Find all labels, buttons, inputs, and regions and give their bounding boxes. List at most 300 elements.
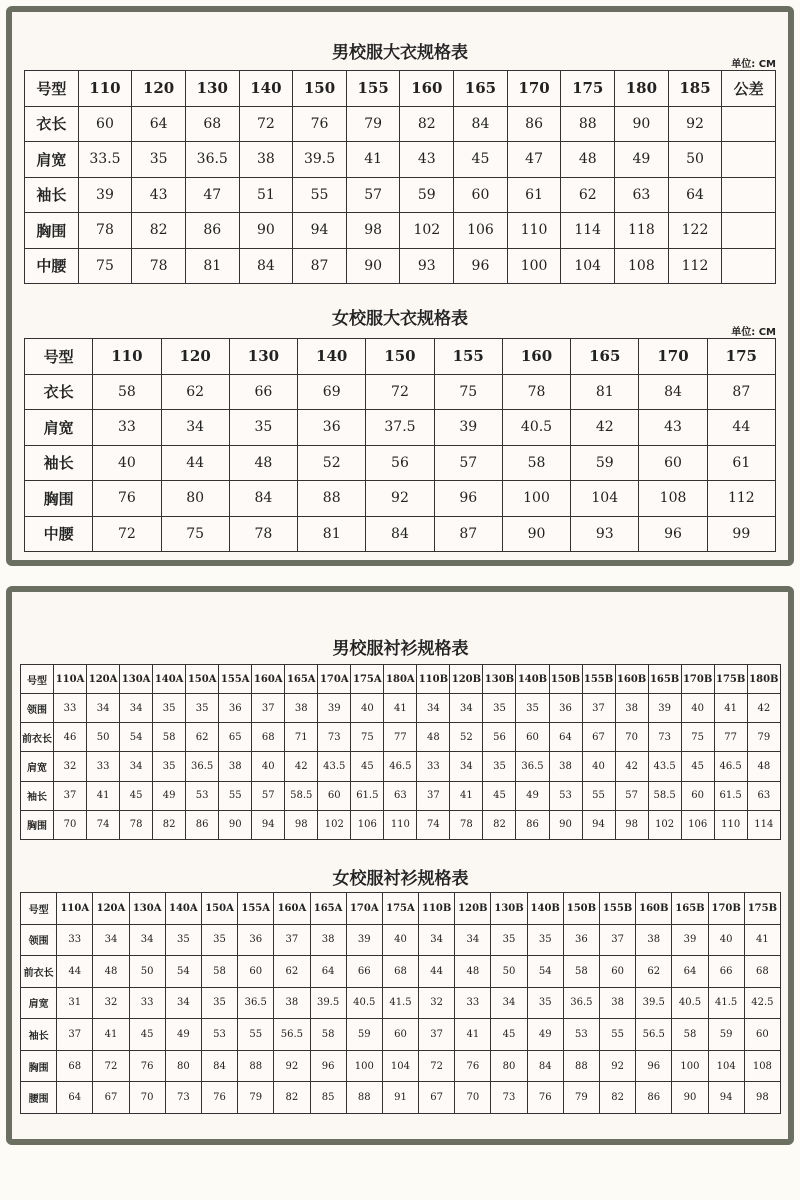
row-label-cell: 袖长	[25, 177, 79, 213]
row-label-cell: 肩宽	[21, 752, 54, 781]
table-cell: 72	[93, 516, 161, 552]
table-cell: 71	[285, 723, 318, 752]
table-cell: 50	[668, 142, 722, 178]
table-cell: 38	[600, 987, 636, 1019]
table-cell: 45	[129, 1019, 165, 1051]
table-cell: 86	[185, 213, 239, 249]
header-cell: 170B	[681, 665, 714, 694]
table-cell: 59	[708, 1019, 744, 1051]
girls-shirt-section	[20, 864, 781, 1124]
table-cell: 70	[54, 810, 87, 839]
table-cell: 40.5	[346, 987, 382, 1019]
table-cell: 36	[298, 410, 366, 446]
table-cell: 33	[87, 752, 120, 781]
table-cell: 94	[252, 810, 285, 839]
table-cell: 42	[615, 752, 648, 781]
table-cell: 36	[563, 924, 599, 956]
table-cell: 35	[165, 924, 201, 956]
table-cell: 38	[239, 142, 293, 178]
header-cell: 120B	[450, 665, 483, 694]
table-cell: 43	[639, 410, 707, 446]
table-cell: 58.5	[648, 781, 681, 810]
table-cell: 84	[454, 106, 508, 142]
table-header-row	[25, 339, 776, 375]
header-cell: 175B	[744, 893, 780, 925]
table-cell: 36.5	[186, 752, 219, 781]
shirt-spec-panel	[6, 586, 794, 1145]
table-cell: 78	[78, 213, 132, 249]
table-cell: 80	[491, 1050, 527, 1082]
header-cell: 165B	[648, 665, 681, 694]
table-cell: 64	[549, 723, 582, 752]
table-cell: 42	[571, 410, 639, 446]
table-cell: 46.5	[714, 752, 747, 781]
table-cell: 78	[229, 516, 297, 552]
row-label-cell: 前衣长	[21, 723, 54, 752]
girls-coat-section	[24, 304, 776, 556]
header-cell: 140	[298, 339, 366, 375]
table-cell: 86	[186, 810, 219, 839]
table-cell: 45	[491, 1019, 527, 1051]
table-cell: 36.5	[238, 987, 274, 1019]
table-cell: 56	[366, 445, 434, 481]
table-cell: 35	[229, 410, 297, 446]
table-cell: 82	[483, 810, 516, 839]
header-cell: 130	[229, 339, 297, 375]
table-cell: 61.5	[351, 781, 384, 810]
table-cell: 41	[455, 1019, 491, 1051]
table-cell: 82	[400, 106, 454, 142]
table-cell: 96	[636, 1050, 672, 1082]
table-cell: 96	[310, 1050, 346, 1082]
table-cell: 47	[185, 177, 239, 213]
table-cell: 35	[491, 924, 527, 956]
header-cell: 120A	[87, 665, 120, 694]
header-cell: 170A	[346, 893, 382, 925]
table-cell: 40	[681, 694, 714, 723]
table-cell: 75	[681, 723, 714, 752]
header-cell: 140A	[165, 893, 201, 925]
table-cell: 35	[153, 694, 186, 723]
table-cell: 74	[87, 810, 120, 839]
table-cell: 40	[382, 924, 418, 956]
table-cell: 84	[366, 516, 434, 552]
row-label-cell: 领围	[21, 694, 54, 723]
table-cell: 68	[252, 723, 285, 752]
table-cell: 75	[78, 248, 132, 284]
header-cell: 165B	[672, 893, 708, 925]
table-cell: 41	[714, 694, 747, 723]
table-cell: 35	[132, 142, 186, 178]
table-cell: 34	[93, 924, 129, 956]
table-cell: 39	[434, 410, 502, 446]
table-cell: 60	[78, 106, 132, 142]
table-cell: 82	[132, 213, 186, 249]
table-cell: 90	[502, 516, 570, 552]
table-cell: 37	[57, 1019, 93, 1051]
table-cell: 32	[54, 752, 87, 781]
table-cell: 92	[600, 1050, 636, 1082]
table-cell: 49	[165, 1019, 201, 1051]
table-cell: 56.5	[636, 1019, 672, 1051]
table-cell: 35	[483, 694, 516, 723]
table-cell: 34	[129, 924, 165, 956]
table-cell: 118	[615, 213, 669, 249]
header-cell: 155A	[238, 893, 274, 925]
table-cell: 54	[527, 956, 563, 988]
table-cell: 82	[600, 1082, 636, 1114]
header-cell: 185	[668, 71, 722, 107]
table-cell: 104	[561, 248, 615, 284]
header-cell: 140	[239, 71, 293, 107]
table-cell: 39.5	[310, 987, 346, 1019]
table-cell: 59	[400, 177, 454, 213]
table-cell: 90	[239, 213, 293, 249]
table-row	[21, 1019, 781, 1051]
girls-coat-unit: 单位: CM	[731, 327, 776, 338]
table-cell: 38	[219, 752, 252, 781]
table-cell: 78	[502, 374, 570, 410]
table-row	[25, 374, 776, 410]
table-cell	[722, 177, 776, 213]
header-cell: 130A	[120, 665, 153, 694]
header-cell: 175	[707, 339, 775, 375]
table-cell: 53	[186, 781, 219, 810]
table-cell: 54	[165, 956, 201, 988]
table-cell	[722, 248, 776, 284]
table-cell: 38	[615, 694, 648, 723]
boys-coat-section	[24, 38, 776, 286]
table-cell: 34	[165, 987, 201, 1019]
table-cell: 45	[120, 781, 153, 810]
row-label-cell: 领围	[21, 924, 57, 956]
table-cell: 62	[161, 374, 229, 410]
table-cell: 64	[310, 956, 346, 988]
table-cell: 50	[129, 956, 165, 988]
header-cell: 号型	[21, 893, 57, 925]
header-cell: 150B	[563, 893, 599, 925]
table-cell: 93	[571, 516, 639, 552]
table-cell: 108	[639, 481, 707, 517]
header-cell: 165A	[310, 893, 346, 925]
header-cell: 110B	[417, 665, 450, 694]
table-cell: 78	[120, 810, 153, 839]
table-cell: 48	[229, 445, 297, 481]
table-row	[21, 752, 781, 781]
header-cell: 150	[366, 339, 434, 375]
table-cell: 68	[744, 956, 780, 988]
table-cell: 37	[417, 781, 450, 810]
table-cell: 82	[153, 810, 186, 839]
table-cell: 88	[561, 106, 615, 142]
table-cell: 55	[600, 1019, 636, 1051]
table-cell: 73	[491, 1082, 527, 1114]
table-cell: 82	[274, 1082, 310, 1114]
table-cell: 35	[201, 987, 237, 1019]
row-label-cell: 胸围	[21, 1050, 57, 1082]
girls-shirt-table	[20, 892, 781, 1114]
row-label-cell: 肩宽	[25, 142, 79, 178]
table-cell: 114	[747, 810, 780, 839]
table-cell: 73	[165, 1082, 201, 1114]
table-cell: 78	[450, 810, 483, 839]
table-cell: 61	[707, 445, 775, 481]
header-cell: 号型	[21, 665, 54, 694]
table-cell: 63	[384, 781, 417, 810]
table-cell: 58	[93, 374, 161, 410]
header-cell: 公差	[722, 71, 776, 107]
header-cell: 155	[346, 71, 400, 107]
table-cell: 100	[502, 481, 570, 517]
table-cell: 58	[563, 956, 599, 988]
table-cell: 36	[549, 694, 582, 723]
table-cell: 106	[681, 810, 714, 839]
table-cell: 36	[238, 924, 274, 956]
table-cell: 93	[400, 248, 454, 284]
table-row	[25, 445, 776, 481]
header-cell: 130B	[491, 893, 527, 925]
girls-coat-title: 女校服大衣规格表	[332, 309, 468, 329]
table-cell: 90	[615, 106, 669, 142]
table-cell: 72	[93, 1050, 129, 1082]
table-cell: 94	[582, 810, 615, 839]
row-label-cell: 胸围	[25, 481, 93, 517]
row-label-cell: 袖长	[25, 445, 93, 481]
table-cell: 48	[417, 723, 450, 752]
table-cell: 108	[744, 1050, 780, 1082]
table-cell: 36	[219, 694, 252, 723]
table-cell: 62	[636, 956, 672, 988]
header-cell: 160	[502, 339, 570, 375]
table-cell: 33	[455, 987, 491, 1019]
table-cell: 50	[491, 956, 527, 988]
table-cell: 100	[346, 1050, 382, 1082]
table-cell: 38	[310, 924, 346, 956]
table-row	[25, 106, 776, 142]
header-cell: 110	[93, 339, 161, 375]
table-cell: 49	[615, 142, 669, 178]
table-cell: 73	[648, 723, 681, 752]
row-label-cell: 袖长	[21, 781, 54, 810]
table-row	[21, 956, 781, 988]
header-cell: 140A	[153, 665, 186, 694]
header-cell: 130	[185, 71, 239, 107]
row-label-cell: 衣长	[25, 106, 79, 142]
table-cell: 72	[419, 1050, 455, 1082]
table-cell: 53	[549, 781, 582, 810]
table-cell: 57	[434, 445, 502, 481]
table-cell: 75	[434, 374, 502, 410]
table-cell: 55	[238, 1019, 274, 1051]
table-cell: 114	[561, 213, 615, 249]
table-cell: 68	[382, 956, 418, 988]
table-cell: 42.5	[744, 987, 780, 1019]
table-cell: 55	[582, 781, 615, 810]
table-cell: 34	[450, 752, 483, 781]
table-cell: 43.5	[648, 752, 681, 781]
header-cell: 170	[639, 339, 707, 375]
table-cell: 48	[561, 142, 615, 178]
table-cell: 96	[434, 481, 502, 517]
table-cell: 88	[238, 1050, 274, 1082]
table-cell: 60	[516, 723, 549, 752]
header-cell: 110B	[419, 893, 455, 925]
table-cell: 59	[571, 445, 639, 481]
table-cell: 57	[615, 781, 648, 810]
table-cell: 43	[132, 177, 186, 213]
table-row	[21, 781, 781, 810]
header-cell: 号型	[25, 71, 79, 107]
table-cell: 84	[229, 481, 297, 517]
header-cell: 110	[78, 71, 132, 107]
table-cell: 81	[185, 248, 239, 284]
table-cell: 72	[239, 106, 293, 142]
table-cell: 88	[563, 1050, 599, 1082]
table-cell: 104	[571, 481, 639, 517]
table-cell: 70	[615, 723, 648, 752]
table-cell: 87	[707, 374, 775, 410]
table-cell: 53	[201, 1019, 237, 1051]
table-cell: 48	[455, 956, 491, 988]
table-cell: 33	[93, 410, 161, 446]
header-cell: 160B	[615, 665, 648, 694]
table-cell: 60	[681, 781, 714, 810]
table-cell: 56	[483, 723, 516, 752]
table-cell: 110	[714, 810, 747, 839]
header-cell: 150B	[549, 665, 582, 694]
boys-shirt-table	[20, 664, 781, 840]
table-cell: 75	[351, 723, 384, 752]
table-cell: 33.5	[78, 142, 132, 178]
table-cell: 62	[561, 177, 615, 213]
table-cell: 38	[549, 752, 582, 781]
row-label-cell: 袖长	[21, 1019, 57, 1051]
header-cell: 160A	[252, 665, 285, 694]
table-cell: 78	[132, 248, 186, 284]
table-cell: 37	[252, 694, 285, 723]
table-cell: 112	[707, 481, 775, 517]
table-cell: 45	[454, 142, 508, 178]
header-cell: 160	[400, 71, 454, 107]
table-cell: 60	[639, 445, 707, 481]
table-cell: 34	[120, 752, 153, 781]
header-cell: 155A	[219, 665, 252, 694]
table-cell: 59	[346, 1019, 382, 1051]
table-cell: 60	[454, 177, 508, 213]
table-cell: 54	[120, 723, 153, 752]
table-cell: 62	[186, 723, 219, 752]
table-cell: 102	[318, 810, 351, 839]
table-cell: 35	[153, 752, 186, 781]
table-cell: 85	[310, 1082, 346, 1114]
header-cell: 160B	[636, 893, 672, 925]
table-cell: 38	[636, 924, 672, 956]
table-cell: 32	[93, 987, 129, 1019]
table-cell: 75	[161, 516, 229, 552]
table-cell: 36.5	[563, 987, 599, 1019]
table-row	[21, 1082, 781, 1114]
table-cell: 36.5	[516, 752, 549, 781]
table-cell: 100	[507, 248, 561, 284]
boys-coat-table	[24, 70, 776, 284]
row-label-cell: 胸围	[21, 810, 54, 839]
table-cell: 102	[648, 810, 681, 839]
table-cell: 35	[186, 694, 219, 723]
table-cell: 37	[419, 1019, 455, 1051]
table-cell: 79	[346, 106, 400, 142]
boys-shirt-section	[20, 634, 781, 844]
table-cell: 40	[252, 752, 285, 781]
table-cell: 52	[450, 723, 483, 752]
table-cell: 32	[419, 987, 455, 1019]
table-cell: 81	[571, 374, 639, 410]
header-cell: 165	[454, 71, 508, 107]
table-cell: 92	[366, 481, 434, 517]
table-cell: 41	[744, 924, 780, 956]
table-cell: 34	[161, 410, 229, 446]
table-cell: 61.5	[714, 781, 747, 810]
table-cell: 36.5	[185, 142, 239, 178]
row-label-cell: 中腰	[25, 248, 79, 284]
table-cell: 63	[747, 781, 780, 810]
table-cell: 76	[293, 106, 347, 142]
table-cell: 76	[527, 1082, 563, 1114]
header-cell: 170B	[708, 893, 744, 925]
table-cell: 79	[747, 723, 780, 752]
table-header-row	[25, 71, 776, 107]
row-label-cell: 衣长	[25, 374, 93, 410]
table-cell: 42	[285, 752, 318, 781]
table-header-row	[21, 665, 781, 694]
header-cell: 155	[434, 339, 502, 375]
table-row	[25, 177, 776, 213]
table-cell: 70	[455, 1082, 491, 1114]
table-cell: 37	[54, 781, 87, 810]
boys-coat-unit: 单位: CM	[731, 59, 776, 70]
header-cell: 140B	[527, 893, 563, 925]
table-cell: 35	[527, 987, 563, 1019]
table-row	[21, 723, 781, 752]
table-cell: 88	[346, 1082, 382, 1114]
table-cell: 34	[417, 694, 450, 723]
table-cell: 60	[318, 781, 351, 810]
table-cell: 34	[120, 694, 153, 723]
table-cell: 44	[707, 410, 775, 446]
table-cell: 60	[744, 1019, 780, 1051]
table-cell: 94	[708, 1082, 744, 1114]
table-cell: 51	[239, 177, 293, 213]
table-cell: 98	[346, 213, 400, 249]
table-cell	[722, 142, 776, 178]
table-cell: 57	[346, 177, 400, 213]
header-cell: 180B	[747, 665, 780, 694]
table-cell: 63	[615, 177, 669, 213]
table-cell: 45	[681, 752, 714, 781]
table-cell: 66	[346, 956, 382, 988]
table-cell: 45	[483, 781, 516, 810]
table-cell: 39	[78, 177, 132, 213]
table-cell: 34	[491, 987, 527, 1019]
table-cell: 106	[454, 213, 508, 249]
table-cell: 42	[747, 694, 780, 723]
table-row	[21, 1050, 781, 1082]
table-cell: 49	[527, 1019, 563, 1051]
table-cell: 40	[93, 445, 161, 481]
header-cell: 170	[507, 71, 561, 107]
header-cell: 150A	[201, 893, 237, 925]
header-cell: 150	[293, 71, 347, 107]
table-cell: 39	[648, 694, 681, 723]
